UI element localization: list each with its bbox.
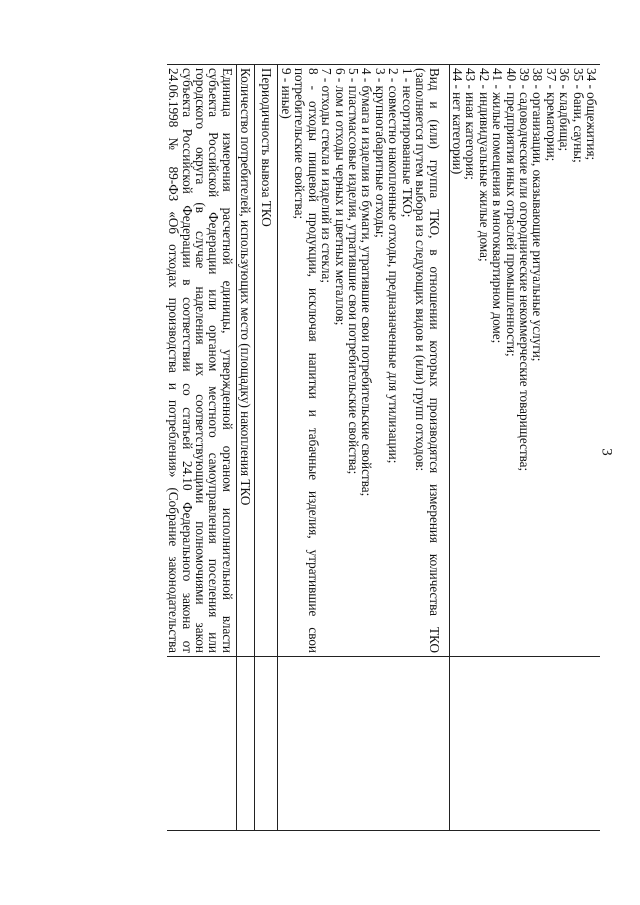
- list-item: 35 - бани, сауны;: [570, 68, 586, 163]
- list-item: 41 - жилые помещения в многоквартирном доме;: [490, 68, 506, 344]
- categories-cell: [450, 65, 600, 656]
- value-cell: [450, 656, 600, 830]
- consumers-label: Количество потребителей, использующих место (площадку) накопления ТКО: [238, 68, 254, 506]
- table-row-frequency: [254, 65, 276, 830]
- list-item: 38 - организации, оказывающие ритуальные услуги;: [530, 68, 546, 362]
- page-number: 3: [598, 448, 615, 456]
- value-cell: [278, 656, 449, 830]
- unit-line: городского округа (в случае наделения их соответствующими полномочиями закон: [193, 68, 209, 653]
- value-cell: [167, 656, 236, 830]
- list-item: 5 - пластмассовые изделия, утратившие свои потребительские свойства;: [346, 68, 362, 475]
- waste-type-intro: Вид и (или) группа ТКО, в отношении которых производятся измерения количества ТКО: [426, 68, 442, 653]
- list-item: потребительские свойства;: [292, 68, 308, 220]
- unit-cell: [167, 65, 236, 656]
- unit-line: 24.06.1998 № 89-ФЗ «Об отходах производства и потребления» (Собрание законодательства: [166, 68, 182, 653]
- list-item: 34 - общежития;: [584, 68, 599, 161]
- unit-line: субъекта Российской Федерации или органом местного самоуправления поселения или: [206, 68, 222, 653]
- frequency-label: Периодичность вывоза ТКО: [258, 68, 274, 227]
- table-row-unit: [167, 65, 236, 830]
- list-item: 1 - несортированные ТКО;: [399, 68, 415, 218]
- waste-type-cell: [278, 65, 449, 656]
- list-item: 2 - совместно накопленные отходы, предназначенные для утилизации;: [386, 68, 402, 464]
- table-row-waste-type: [277, 65, 449, 830]
- list-item: 7 - отходы стекла и изделий из стекла;: [319, 68, 335, 284]
- table-row-consumers: [236, 65, 254, 830]
- list-item: 43 - иная категория;: [463, 68, 479, 180]
- list-item: 6 - лом и отходы черных и цветных металлов;: [332, 68, 348, 326]
- list-item: 44 - нет категории): [449, 68, 465, 175]
- value-cell: [237, 656, 254, 830]
- waste-type-intro-2: (заполняется путем выбора из следующих видов и (или) групп отходов:: [413, 68, 429, 472]
- list-item: 37 - крематории;: [543, 68, 559, 162]
- consumers-cell: [237, 65, 254, 656]
- table-row-categories: [449, 65, 600, 830]
- unit-line: Единица измерения расчетной единицы, утвержденной органом исполнительной власти: [219, 68, 235, 653]
- unit-line: субъекта Российской Федерации в соответствии со статьей 24.10 Федерального закона от: [179, 68, 195, 653]
- list-item: 3 - крупногабаритные отходы;: [372, 68, 388, 238]
- list-item: 36 - кладбища;: [557, 68, 573, 152]
- data-table: [167, 64, 600, 831]
- frequency-cell: [255, 65, 276, 656]
- value-cell: [255, 656, 276, 830]
- list-item: 4 - бумага и изделия из бумаги, утратившие свои потребительские свойства;: [359, 68, 375, 497]
- list-item: 42 - индивидуальные жилые дома;: [476, 68, 492, 262]
- list-item: 40 - предприятия иных отраслей промышленности;: [503, 68, 519, 357]
- list-item: 8 - отходы пищевой продукции, исключая напитки и табачные изделия, утратившие свои: [305, 68, 321, 653]
- list-item: 39 - садоводческие или огороднические некоммерческие товарищества;: [516, 68, 532, 472]
- list-item: 9 - иные): [279, 68, 295, 119]
